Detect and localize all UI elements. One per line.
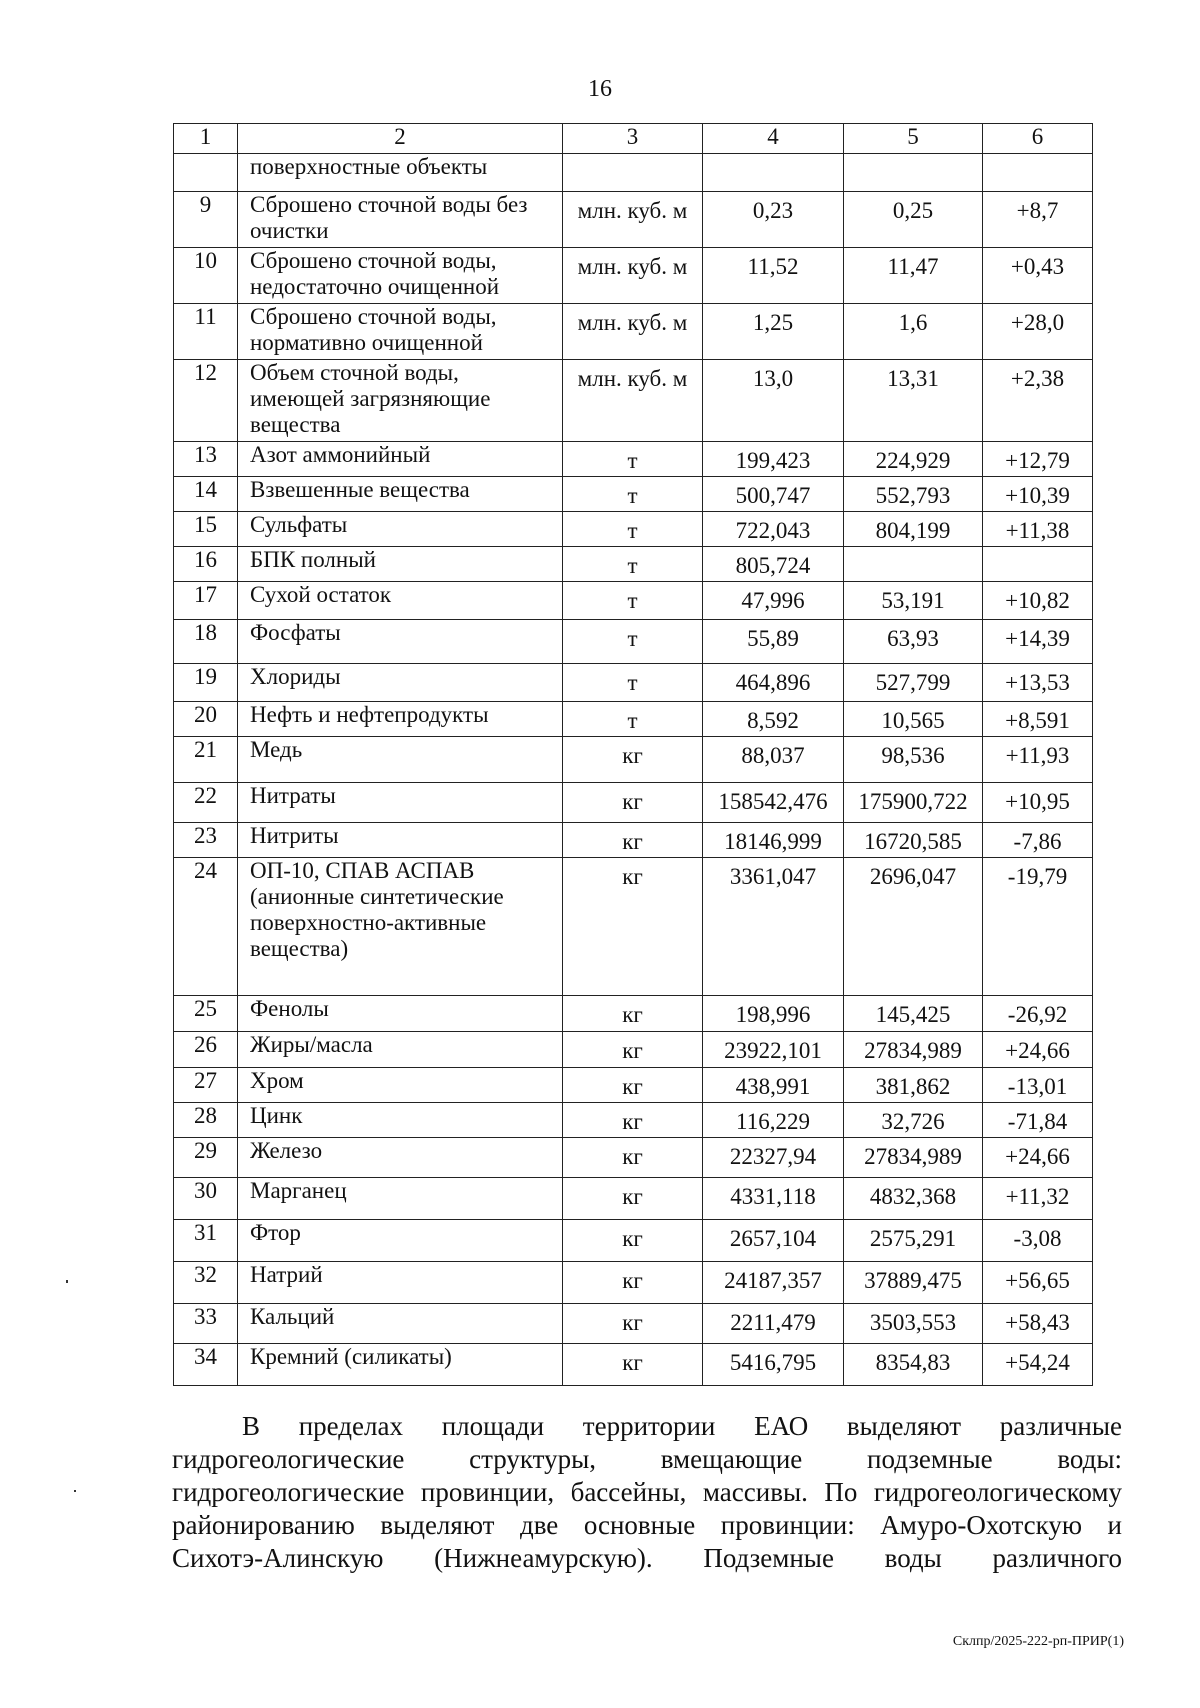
paragraph-line: районированию выделяют две основные провинции: Амуро-Охотскую и: [172, 1510, 1122, 1540]
table-row: [174, 1344, 1093, 1386]
cell-num: 17: [174, 582, 238, 620]
cell-chg: +12,79: [983, 442, 1093, 477]
table-row: [174, 547, 1093, 582]
cell-num: 9: [174, 192, 238, 248]
cell-num: 10: [174, 248, 238, 304]
cell-num: 13: [174, 442, 238, 477]
cell-num: 14: [174, 477, 238, 512]
cell-name: Натрий: [238, 1262, 563, 1304]
cell-num: 28: [174, 1103, 238, 1138]
cell-v1: 55,89: [703, 620, 844, 664]
cell-unit: кг: [563, 1220, 703, 1262]
paragraph-line: В пределах площади территории ЕАО выделяют различные: [242, 1411, 1122, 1441]
cell-unit: кг: [563, 1032, 703, 1068]
cell-num: 15: [174, 512, 238, 547]
cell-num: 11: [174, 304, 238, 360]
cell-name: Нитриты: [238, 823, 563, 858]
cell-v1: 23922,101: [703, 1032, 844, 1068]
cell-name: Железо: [238, 1138, 563, 1178]
table-row: [174, 248, 1093, 304]
cell-num: 16: [174, 547, 238, 582]
cell-name: Фенолы: [238, 996, 563, 1032]
cell-v1: 722,043: [703, 512, 844, 547]
cell-unit: т: [563, 442, 703, 477]
cell-chg: [983, 547, 1093, 582]
cell-name: Сульфаты: [238, 512, 563, 547]
table-row: [174, 582, 1093, 620]
cell-v2: 32,726: [844, 1103, 983, 1138]
table-row: [174, 996, 1093, 1032]
table-row: [174, 512, 1093, 547]
header-cell: 5: [844, 124, 983, 154]
cell-v1: 8,592: [703, 702, 844, 737]
cell-chg: +54,24: [983, 1344, 1093, 1386]
cell-v1: [703, 154, 844, 192]
cell-v2: 552,793: [844, 477, 983, 512]
header-cell: 3: [563, 124, 703, 154]
page-number: 16: [588, 76, 612, 102]
paragraph-line: гидрогеологические провинции, бассейны, массивы. По гидрогеологическому: [172, 1477, 1122, 1507]
table-row: [174, 304, 1093, 360]
cell-name: Взвешенные вещества: [238, 477, 563, 512]
table-row: [174, 154, 1093, 192]
cell-name: БПК полный: [238, 547, 563, 582]
cell-v1: 11,52: [703, 248, 844, 304]
table-row: [174, 823, 1093, 858]
cell-v2: 37889,475: [844, 1262, 983, 1304]
cell-v2: 27834,989: [844, 1032, 983, 1068]
cell-chg: +10,39: [983, 477, 1093, 512]
cell-chg: +11,93: [983, 737, 1093, 783]
cell-v1: 2211,479: [703, 1304, 844, 1344]
cell-name: Нитраты: [238, 783, 563, 823]
cell-v1: 4331,118: [703, 1178, 844, 1220]
cell-chg: -13,01: [983, 1068, 1093, 1103]
cell-chg: +2,38: [983, 360, 1093, 442]
cell-num: 18: [174, 620, 238, 664]
table-row: [174, 360, 1093, 442]
cell-unit: млн. куб. м: [563, 360, 703, 442]
cell-num: 30: [174, 1178, 238, 1220]
cell-v2: [844, 154, 983, 192]
cell-v1: 464,896: [703, 664, 844, 702]
cell-name: поверхностные объекты: [238, 154, 563, 192]
cell-num: [174, 154, 238, 192]
cell-chg: +11,38: [983, 512, 1093, 547]
cell-num: 29: [174, 1138, 238, 1178]
cell-unit: кг: [563, 1103, 703, 1138]
cell-num: 24: [174, 858, 238, 996]
cell-unit: кг: [563, 1138, 703, 1178]
cell-chg: -3,08: [983, 1220, 1093, 1262]
cell-unit: кг: [563, 737, 703, 783]
cell-chg: +24,66: [983, 1138, 1093, 1178]
cell-name: Сброшено сточной воды, недостаточно очищенной: [238, 248, 563, 304]
cell-num: 26: [174, 1032, 238, 1068]
cell-v2: 98,536: [844, 737, 983, 783]
table-row: [174, 664, 1093, 702]
cell-v1: 1,25: [703, 304, 844, 360]
cell-unit: т: [563, 547, 703, 582]
cell-chg: +14,39: [983, 620, 1093, 664]
header-cell: 2: [238, 124, 563, 154]
table-row: [174, 477, 1093, 512]
cell-chg: +13,53: [983, 664, 1093, 702]
cell-unit: кг: [563, 1344, 703, 1386]
table-row: [174, 1304, 1093, 1344]
cell-name: Сброшено сточной воды, нормативно очищенной: [238, 304, 563, 360]
cell-unit: т: [563, 620, 703, 664]
cell-unit: млн. куб. м: [563, 304, 703, 360]
body-paragraph: [172, 1410, 1122, 1575]
cell-v2: 527,799: [844, 664, 983, 702]
cell-name: Сброшено сточной воды без очистки: [238, 192, 563, 248]
cell-num: 20: [174, 702, 238, 737]
cell-v1: 198,996: [703, 996, 844, 1032]
cell-v1: 24187,357: [703, 1262, 844, 1304]
cell-v1: 3361,047: [703, 858, 844, 996]
cell-unit: кг: [563, 1262, 703, 1304]
cell-v1: 500,747: [703, 477, 844, 512]
scan-mark: [66, 1280, 68, 1283]
paragraph-line: гидрогеологические структуры, вмещающие подземные воды:: [172, 1444, 1122, 1474]
cell-chg: -26,92: [983, 996, 1093, 1032]
cell-v2: 63,93: [844, 620, 983, 664]
cell-v1: 438,991: [703, 1068, 844, 1103]
cell-num: 34: [174, 1344, 238, 1386]
cell-num: 25: [174, 996, 238, 1032]
cell-v2: 53,191: [844, 582, 983, 620]
cell-v2: 381,862: [844, 1068, 983, 1103]
cell-v2: 4832,368: [844, 1178, 983, 1220]
cell-v1: 0,23: [703, 192, 844, 248]
cell-v1: 5416,795: [703, 1344, 844, 1386]
cell-unit: т: [563, 664, 703, 702]
cell-unit: кг: [563, 823, 703, 858]
cell-unit: кг: [563, 783, 703, 823]
cell-v1: 22327,94: [703, 1138, 844, 1178]
table-row: [174, 1103, 1093, 1138]
cell-chg: +28,0: [983, 304, 1093, 360]
cell-num: 32: [174, 1262, 238, 1304]
cell-chg: -7,86: [983, 823, 1093, 858]
cell-unit: млн. куб. м: [563, 248, 703, 304]
cell-v2: [844, 547, 983, 582]
cell-name: Сухой остаток: [238, 582, 563, 620]
cell-unit: кг: [563, 1068, 703, 1103]
cell-num: 27: [174, 1068, 238, 1103]
header-cell: 1: [174, 124, 238, 154]
scan-mark: [74, 1490, 76, 1492]
cell-chg: +0,43: [983, 248, 1093, 304]
table-header-row: [174, 124, 1093, 154]
cell-v2: 13,31: [844, 360, 983, 442]
cell-name: Кремний (силикаты): [238, 1344, 563, 1386]
cell-name: Фосфаты: [238, 620, 563, 664]
cell-name: Жиры/масла: [238, 1032, 563, 1068]
cell-name: Хлориды: [238, 664, 563, 702]
cell-v2: 145,425: [844, 996, 983, 1032]
cell-name: Медь: [238, 737, 563, 783]
cell-unit: млн. куб. м: [563, 192, 703, 248]
table-row: [174, 858, 1093, 996]
cell-name: ОП-10, СПАВ АСПАВ (анионные синтетические поверхностно-активные вещества): [238, 858, 563, 996]
cell-name: Марганец: [238, 1178, 563, 1220]
table-row: [174, 1138, 1093, 1178]
cell-unit: т: [563, 512, 703, 547]
cell-num: 21: [174, 737, 238, 783]
cell-num: 19: [174, 664, 238, 702]
cell-v1: 2657,104: [703, 1220, 844, 1262]
cell-num: 23: [174, 823, 238, 858]
cell-unit: т: [563, 477, 703, 512]
cell-v1: 116,229: [703, 1103, 844, 1138]
cell-v2: 1,6: [844, 304, 983, 360]
cell-v2: 3503,553: [844, 1304, 983, 1344]
cell-chg: +58,43: [983, 1304, 1093, 1344]
cell-name: Объем сточной воды, имеющей загрязняющие вещества: [238, 360, 563, 442]
cell-unit: кг: [563, 858, 703, 996]
cell-chg: +10,82: [983, 582, 1093, 620]
cell-unit: [563, 154, 703, 192]
cell-v1: 88,037: [703, 737, 844, 783]
cell-name: Фтор: [238, 1220, 563, 1262]
paragraph-line: Сихотэ-Алинскую (Нижнеамурскую). Подземные воды различного: [172, 1543, 1122, 1573]
table-row: [174, 702, 1093, 737]
cell-num: 31: [174, 1220, 238, 1262]
table-row: [174, 1262, 1093, 1304]
cell-v2: 2696,047: [844, 858, 983, 996]
table-row: [174, 737, 1093, 783]
cell-v2: 11,47: [844, 248, 983, 304]
cell-unit: кг: [563, 1304, 703, 1344]
cell-v2: 2575,291: [844, 1220, 983, 1262]
cell-v1: 13,0: [703, 360, 844, 442]
cell-v1: 47,996: [703, 582, 844, 620]
cell-v1: 199,423: [703, 442, 844, 477]
document-code: Склпр/2025-222-рп-ПРИР(1): [952, 1634, 1124, 1649]
cell-chg: -71,84: [983, 1103, 1093, 1138]
cell-unit: т: [563, 702, 703, 737]
cell-chg: +56,65: [983, 1262, 1093, 1304]
cell-num: 22: [174, 783, 238, 823]
table-row: [174, 442, 1093, 477]
cell-chg: -19,79: [983, 858, 1093, 996]
cell-name: Кальций: [238, 1304, 563, 1344]
table-row: [174, 620, 1093, 664]
cell-name: Азот аммонийный: [238, 442, 563, 477]
cell-num: 12: [174, 360, 238, 442]
cell-v2: 8354,83: [844, 1344, 983, 1386]
header-cell: 6: [983, 124, 1093, 154]
cell-unit: кг: [563, 1178, 703, 1220]
cell-num: 33: [174, 1304, 238, 1344]
cell-chg: [983, 154, 1093, 192]
cell-v2: 10,565: [844, 702, 983, 737]
cell-name: Хром: [238, 1068, 563, 1103]
cell-v2: 224,929: [844, 442, 983, 477]
cell-chg: +11,32: [983, 1178, 1093, 1220]
table-row: [174, 192, 1093, 248]
cell-chg: +8,7: [983, 192, 1093, 248]
header-cell: 4: [703, 124, 844, 154]
cell-chg: +24,66: [983, 1032, 1093, 1068]
data-table: [173, 123, 1093, 1386]
cell-unit: т: [563, 582, 703, 620]
cell-chg: +8,591: [983, 702, 1093, 737]
cell-v1: 805,724: [703, 547, 844, 582]
cell-v1: 158542,476: [703, 783, 844, 823]
cell-v1: 18146,999: [703, 823, 844, 858]
table-row: [174, 1032, 1093, 1068]
cell-v2: 0,25: [844, 192, 983, 248]
cell-v2: 27834,989: [844, 1138, 983, 1178]
cell-name: Нефть и нефтепродукты: [238, 702, 563, 737]
cell-v2: 175900,722: [844, 783, 983, 823]
table-row: [174, 1178, 1093, 1220]
cell-v2: 16720,585: [844, 823, 983, 858]
cell-v2: 804,199: [844, 512, 983, 547]
table-row: [174, 1068, 1093, 1103]
table-row: [174, 783, 1093, 823]
cell-name: Цинк: [238, 1103, 563, 1138]
cell-chg: +10,95: [983, 783, 1093, 823]
table-row: [174, 1220, 1093, 1262]
cell-unit: кг: [563, 996, 703, 1032]
